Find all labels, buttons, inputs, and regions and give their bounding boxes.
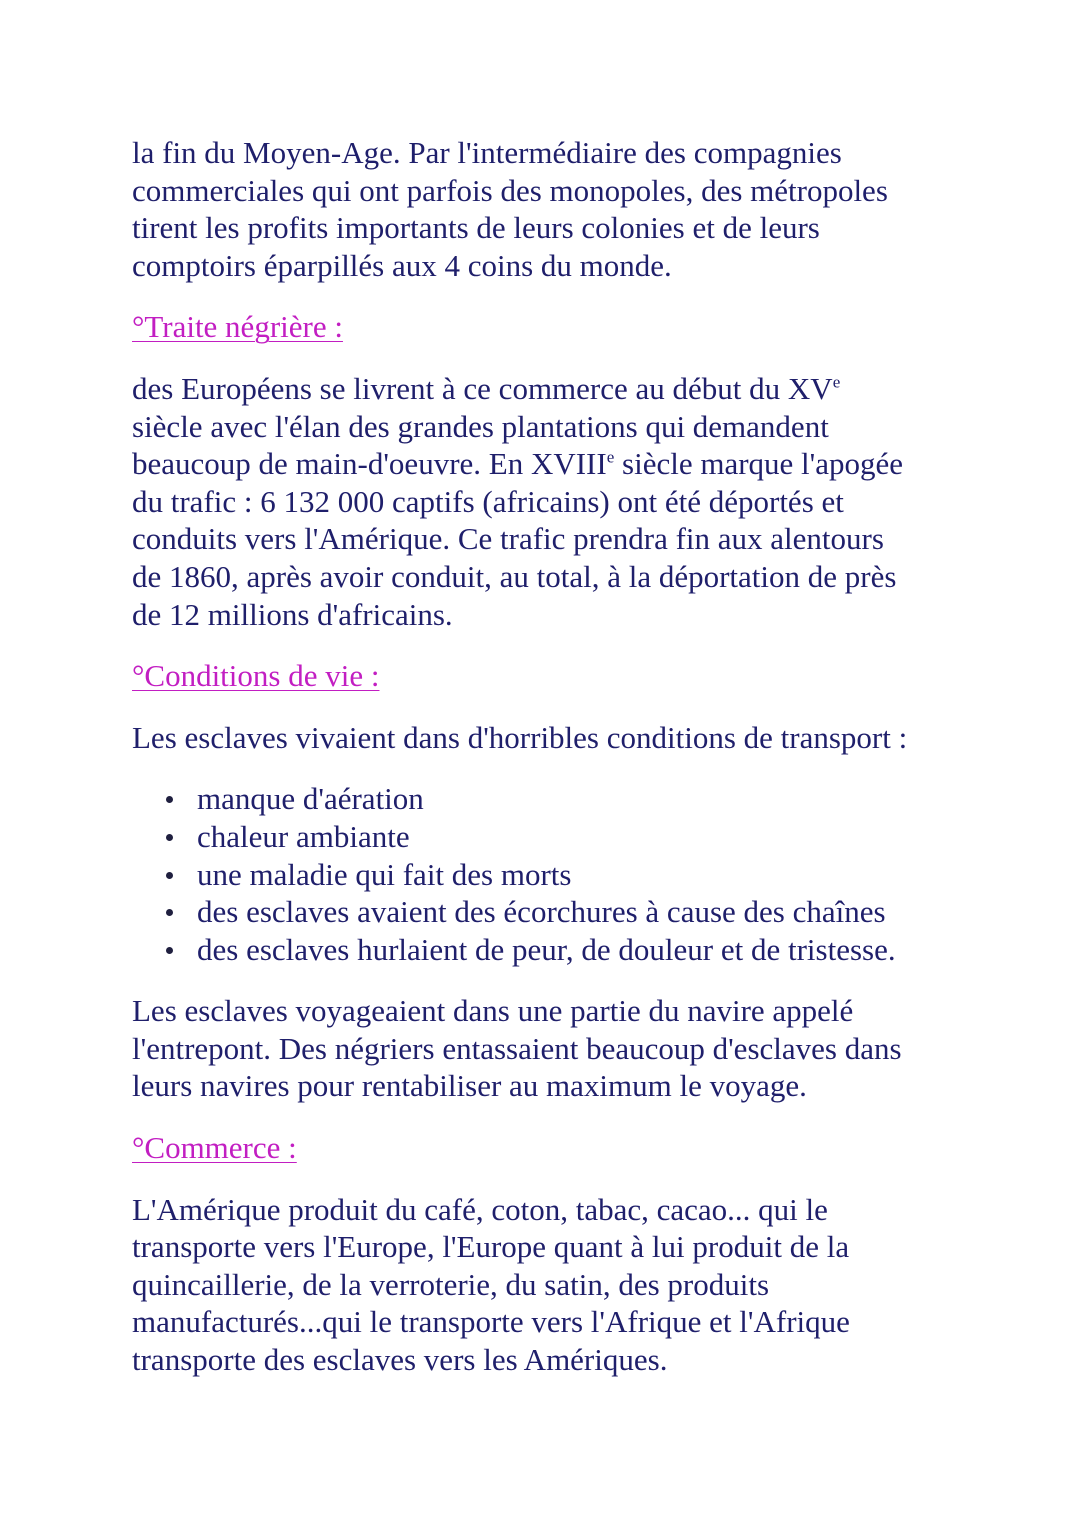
list-item-text: une maladie qui fait des morts — [197, 856, 572, 892]
bullet-icon — [166, 872, 173, 879]
list-item — [132, 856, 962, 894]
intro-paragraph — [132, 134, 962, 284]
traite-line — [132, 370, 962, 408]
list-item — [132, 893, 962, 931]
commerce-line: quincaillerie, de la verroterie, du satin, des produits — [132, 1266, 770, 1302]
bullet-icon — [166, 796, 173, 803]
section-heading-commerce — [132, 1129, 962, 1167]
traite-line: siècle avec l'élan des grandes plantations qui demandent — [132, 408, 829, 444]
traite-line1-sup: e — [832, 372, 841, 392]
conditions-after-line: l'entrepont. Des négriers entassaient beaucoup d'esclaves dans — [132, 1030, 902, 1066]
conditions-bullet-list — [132, 780, 962, 968]
traite-heading: °Traite négrière : — [132, 309, 343, 345]
traite-line: du trafic : 6 132 000 captifs (africains) ont été déportés et — [132, 483, 844, 519]
commerce-paragraph — [132, 1191, 962, 1379]
traite-paragraph — [132, 370, 962, 633]
document-body — [132, 134, 962, 1379]
intro-line: la fin du Moyen-Age. Par l'intermédiaire des compagnies — [132, 135, 842, 170]
traite-line1-text: des Européens se livrent à ce commerce au début du XV — [132, 370, 833, 406]
intro-line: commerciales qui ont parfois des monopoles, des métropoles — [132, 172, 888, 208]
list-item — [132, 780, 962, 818]
section-heading-conditions — [132, 657, 962, 695]
commerce-heading: °Commerce : — [132, 1130, 297, 1166]
conditions-after-line: leurs navires pour rentabiliser au maximum le voyage. — [132, 1068, 807, 1104]
traite-line: de 1860, après avoir conduit, au total, à la déportation de près — [132, 558, 897, 594]
traite-line3-sup: e — [606, 447, 615, 467]
commerce-line: transporte des esclaves vers les Amériques. — [132, 1342, 668, 1378]
bullet-icon — [166, 834, 173, 841]
conditions-intro-line: Les esclaves vivaient dans d'horribles conditions de transport : — [132, 719, 908, 755]
conditions-after-paragraph — [132, 992, 962, 1105]
conditions-intro — [132, 719, 962, 757]
list-item-text: chaleur ambiante — [197, 818, 410, 854]
conditions-after-line: Les esclaves voyageaient dans une partie du navire appelé — [132, 993, 854, 1029]
conditions-heading: °Conditions de vie : — [132, 658, 380, 694]
traite-line: de 12 millions d'africains. — [132, 596, 453, 632]
bullet-icon — [166, 909, 173, 916]
intro-line: tirent les profits importants de leurs colonies et de leurs — [132, 210, 820, 246]
traite-line — [132, 445, 962, 483]
traite-line: conduits vers l'Amérique. Ce trafic prendra fin aux alentours — [132, 521, 884, 557]
bullet-icon — [166, 947, 173, 954]
list-item-text: des esclaves hurlaient de peur, de douleur et de tristesse. — [197, 931, 896, 967]
list-item-text: des esclaves avaient des écorchures à cause des chaînes — [197, 894, 886, 930]
section-heading-traite — [132, 308, 962, 346]
list-item — [132, 818, 962, 856]
list-item — [132, 931, 962, 969]
intro-line: comptoirs éparpillés aux 4 coins du monde. — [132, 247, 672, 283]
commerce-line: manufacturés...qui le transporte vers l'Afrique et l'Afrique — [132, 1304, 850, 1340]
traite-line3-text: beaucoup de main-d'oeuvre. En XVIII — [132, 446, 607, 482]
commerce-line: L'Amérique produit du café, coton, tabac, cacao... qui le — [132, 1191, 828, 1227]
traite-line3-rest: siècle marque l'apogée — [614, 446, 904, 482]
list-item-text: manque d'aération — [197, 781, 424, 817]
commerce-line: transporte vers l'Europe, l'Europe quant à lui produit de la — [132, 1229, 850, 1265]
